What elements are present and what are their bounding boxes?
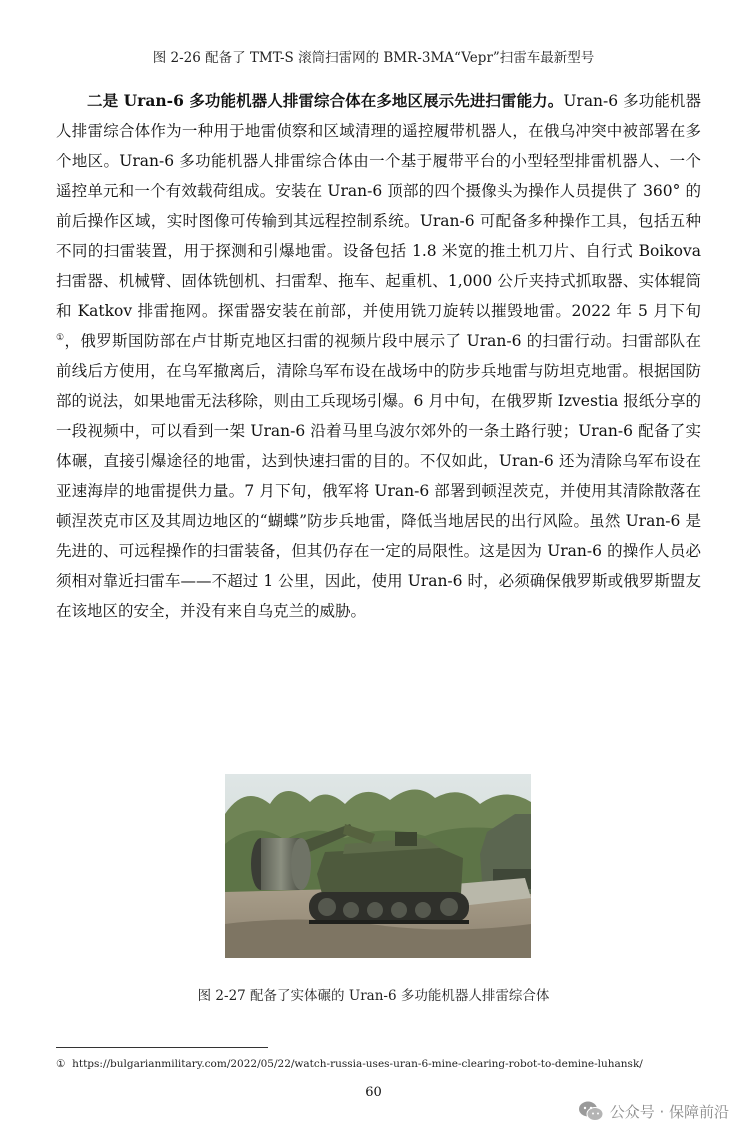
body-text-part-2: ，俄罗斯国防部在卢甘斯克地区扫雷的视频片段中展示了 Uran-6 的扫雷行动。扫雷部队在前线后方使用，在乌军撤离后，清除乌军布设在战场中的防步兵地雷与防坦克地雷。根据国防部的说法，如果地雷无法移除，则由工兵现场引爆。6 月中旬，在俄罗斯 Izvestia 报纸分享的一段视频中，可以看到一架 Uran-6 沿着马里乌波尔郊外的一条土路行驶；Uran-6 配备了实体碾，直接引爆途径的地雷，达到快速扫雷的目的。不仅如此，Uran-6 还为清除乌军布设在亚速海岸的地雷提供力量。7 月下旬，俄军将 Uran-6 部署到顿涅茨克，并使用其清除散落在顿涅茨克市区及其周边地区的“蝴蝶”防步兵地雷，降低当地居民的出行风险。虽然 Uran-6 是先进的、可远程操作的扫雷装备，但其仍存在一定的局限性。这是因为 Uran-6 的操作人员必须相对靠近扫雷车——不超过 1 公里，因此，使用 Uran-6 时，必须确保俄罗斯或俄罗斯盟友在该地区的安全，并没有来自乌克兰的威胁。 — [56, 332, 701, 620]
body-paragraph — [56, 86, 701, 626]
footnote-link[interactable]: https://bulgarianmilitary.com/2022/05/22/watch-russia-uses-uran-6-mine-clearing-robot-to-demine-luhansk/ — [72, 1058, 643, 1070]
lead-sentence: 二是 Uran-6 多功能机器人排雷综合体在多地区展示先进扫雷能力。 — [87, 91, 564, 110]
body-text-part-1: Uran-6 多功能机器人排雷综合体作为一种用于地雷侦察和区域清理的遥控履带机器人，在俄乌冲突中被部署在多个地区。Uran-6 多功能机器人排雷综合体由一个基于履带平台的小型轻型排雷机器人、一个遥控单元和一个有效载荷组成。安装在 Uran-6 顶部的四个摄像头为操作人员提供了 360° 的前后操作区域，实时图像可传输到其远程控制系统。Uran-6 可配备多种操作工具，包括五种不同的扫雷装置，用于探测和引爆地雷。设备包括 1.8 米宽的推土机刀片、自行式 Boikova 扫雷器、机械臂、固体铣刨机、扫雷犁、拖车、起重机、1,000 公斤夹持式抓取器、实体辊筒和 Katkov 排雷拖网。探雷器安装在前部，并使用铣刀旋转以摧毁地雷。2022 年 5 月下旬 — [56, 92, 701, 320]
watermark-text: 公众号 · 保障前沿 — [609, 1102, 729, 1121]
watermark — [578, 1098, 729, 1124]
figure-caption-top: 图 2-26 配备了 TMT-S 滚筒扫雷网的 BMR-3MA“Vepr”扫雷车最新型号 — [152, 50, 595, 66]
footnote-divider — [56, 1047, 268, 1048]
footnote-reference[interactable]: ① — [56, 332, 65, 343]
page-number: 60 — [365, 1085, 382, 1100]
footnote-mark: ① — [56, 1058, 66, 1070]
footnote — [56, 1058, 716, 1070]
figure-caption-bottom: 图 2-27 配备了实体碾的 Uran-6 多功能机器人排雷综合体 — [197, 988, 550, 1004]
uran6-robot-photo — [225, 774, 531, 958]
wechat-icon — [578, 1100, 604, 1122]
